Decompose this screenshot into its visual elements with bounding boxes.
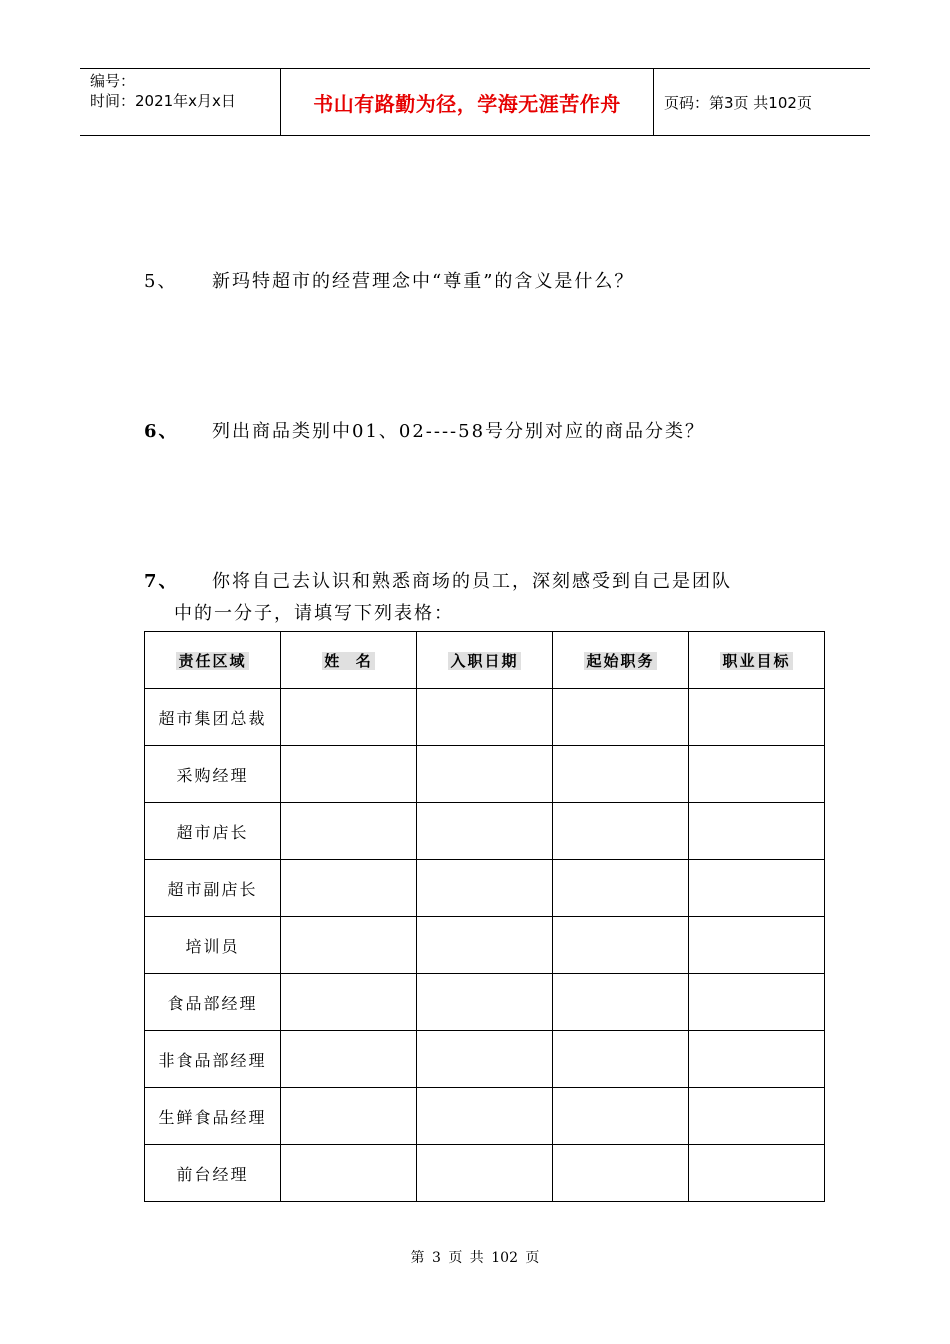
header-meta	[80, 69, 281, 135]
table-row	[145, 974, 825, 1031]
question-5	[144, 264, 634, 300]
column-header-start-position: 起始职务	[553, 632, 689, 689]
name-cell[interactable]	[281, 1145, 417, 1202]
name-cell[interactable]	[281, 1031, 417, 1088]
hire-date-cell[interactable]	[417, 689, 553, 746]
header-motto: 书山有路勤为径，学海无涯苦作舟	[281, 69, 654, 135]
start-position-cell[interactable]	[553, 1145, 689, 1202]
column-header-name: 姓 名	[281, 632, 417, 689]
table-row	[145, 1088, 825, 1145]
role-cell: 食品部经理	[145, 974, 281, 1031]
question-number: 7、	[144, 571, 179, 592]
career-goal-cell[interactable]	[689, 1145, 825, 1202]
column-header-area: 责任区域	[145, 632, 281, 689]
question-number: 6、	[144, 421, 179, 442]
column-header-career-goal: 职业目标	[689, 632, 825, 689]
hire-date-cell[interactable]	[417, 1088, 553, 1145]
role-cell: 采购经理	[145, 746, 281, 803]
start-position-cell[interactable]	[553, 1088, 689, 1145]
name-cell[interactable]	[281, 860, 417, 917]
document-number-label: 编号：	[90, 72, 136, 90]
hire-date-cell[interactable]	[417, 917, 553, 974]
table-row	[145, 860, 825, 917]
role-cell: 培训员	[145, 917, 281, 974]
role-cell: 前台经理	[145, 1145, 281, 1202]
table-row	[145, 917, 825, 974]
hire-date-cell[interactable]	[417, 1031, 553, 1088]
start-position-cell[interactable]	[553, 746, 689, 803]
hire-date-cell[interactable]	[417, 746, 553, 803]
start-position-cell[interactable]	[553, 917, 689, 974]
start-position-cell[interactable]	[553, 860, 689, 917]
start-position-cell[interactable]	[553, 803, 689, 860]
career-goal-cell[interactable]	[689, 1088, 825, 1145]
role-cell: 超市集团总裁	[145, 689, 281, 746]
name-cell[interactable]	[281, 689, 417, 746]
table-row	[145, 1031, 825, 1088]
role-cell: 超市副店长	[145, 860, 281, 917]
table-header-row	[145, 632, 825, 689]
role-cell: 非食品部经理	[145, 1031, 281, 1088]
name-cell[interactable]	[281, 803, 417, 860]
name-cell[interactable]	[281, 1088, 417, 1145]
role-cell: 超市店长	[145, 803, 281, 860]
name-cell[interactable]	[281, 974, 417, 1031]
table-row	[145, 803, 825, 860]
staff-table	[144, 631, 825, 1202]
page-footer: 第 3 页 共 102 页	[410, 1250, 540, 1266]
table-row	[145, 689, 825, 746]
career-goal-cell[interactable]	[689, 803, 825, 860]
question-text: 你将自己去认识和熟悉商场的员工，深刻感受到自己是团队	[212, 571, 732, 592]
header-page-info: 页码：第3页 共102页	[664, 93, 812, 112]
name-cell[interactable]	[281, 917, 417, 974]
question-text: 新玛特超市的经营理念中“尊重”的含义是什么？	[212, 271, 635, 292]
question-7	[144, 564, 732, 632]
career-goal-cell[interactable]	[689, 974, 825, 1031]
career-goal-cell[interactable]	[689, 860, 825, 917]
name-cell[interactable]	[281, 746, 417, 803]
start-position-cell[interactable]	[553, 974, 689, 1031]
document-date: 时间：2021年x月x日	[90, 92, 236, 110]
table-row	[145, 1145, 825, 1202]
hire-date-cell[interactable]	[417, 803, 553, 860]
question-text: 列出商品类别中01、02----58号分别对应的商品分类？	[212, 421, 706, 442]
page-header	[80, 68, 870, 136]
career-goal-cell[interactable]	[689, 1031, 825, 1088]
hire-date-cell[interactable]	[417, 860, 553, 917]
start-position-cell[interactable]	[553, 1031, 689, 1088]
hire-date-cell[interactable]	[417, 1145, 553, 1202]
column-header-hire-date: 入职日期	[417, 632, 553, 689]
question-text-continuation: 中的一分子，请填写下列表格：	[174, 603, 454, 624]
table-row	[145, 746, 825, 803]
question-6	[144, 414, 705, 450]
start-position-cell[interactable]	[553, 689, 689, 746]
career-goal-cell[interactable]	[689, 917, 825, 974]
career-goal-cell[interactable]	[689, 746, 825, 803]
question-number: 5、	[144, 271, 178, 292]
role-cell: 生鲜食品经理	[145, 1088, 281, 1145]
hire-date-cell[interactable]	[417, 974, 553, 1031]
career-goal-cell[interactable]	[689, 689, 825, 746]
